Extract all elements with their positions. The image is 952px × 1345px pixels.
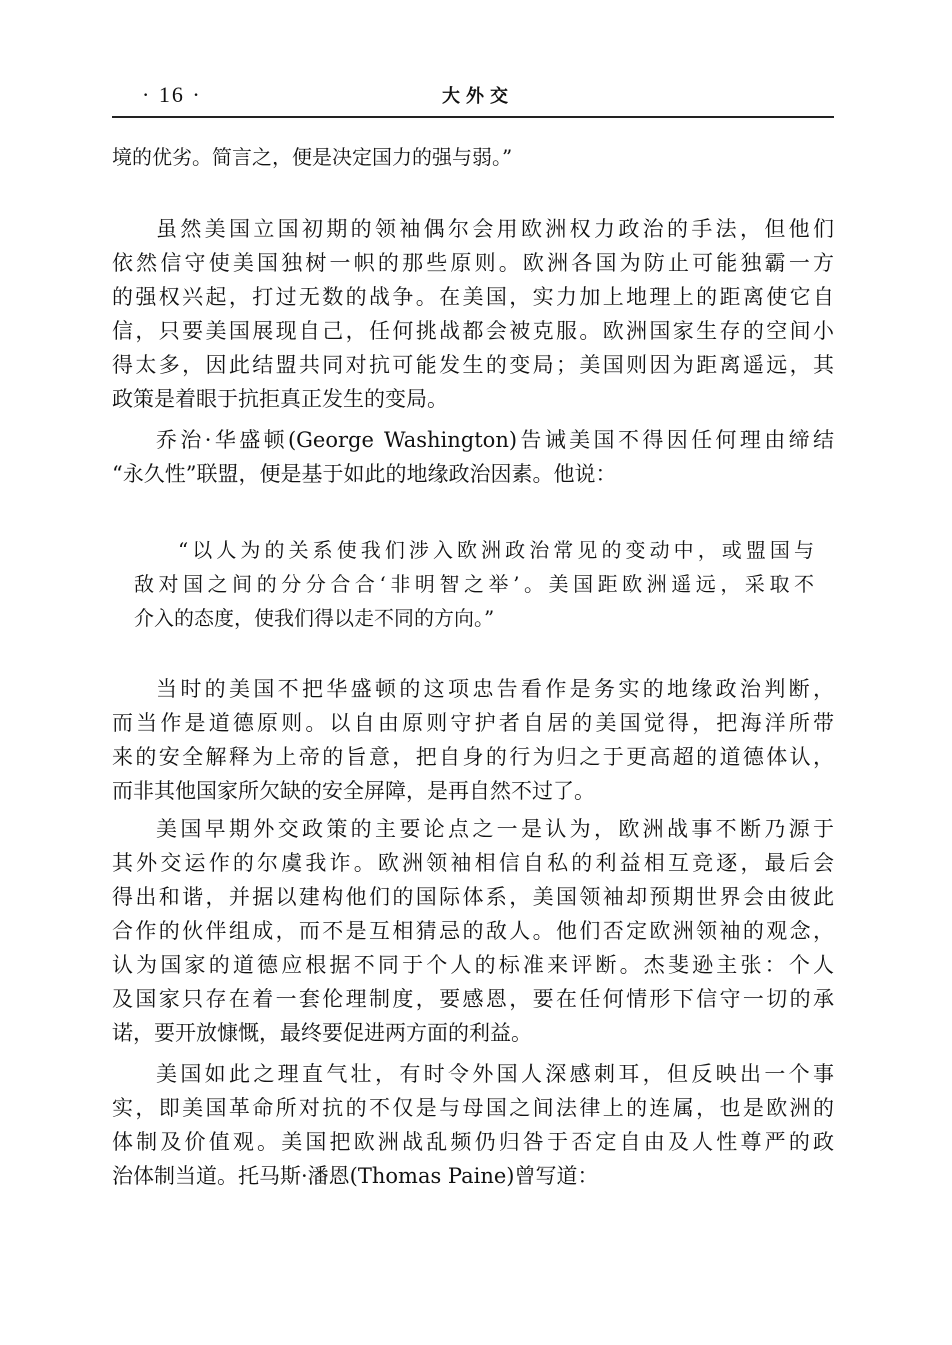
text-line: 乔治·华盛顿(George Washington)告诫美国不得因任何理由缔结: [156, 428, 834, 452]
text-line: 政策是着眼于抗拒真正发生的变局。: [112, 387, 448, 411]
header-rule: [112, 116, 834, 118]
page-header: [112, 80, 834, 110]
text-line: 合作的伙伴组成，而不是互相猜忌的敌人。他们否定欧洲领袖的观念，: [112, 919, 834, 943]
text-line: 治体制当道。托马斯·潘恩(Thomas Paine)曾写道：: [112, 1164, 599, 1188]
text-line: 实，即美国革命所对抗的不仅是与母国之间法律上的连属，也是欧洲的: [112, 1096, 834, 1120]
paragraph: [112, 423, 834, 491]
text-line: 敌对国之间的分分合合‘非明智之举’。美国距欧洲遥远，采取不: [134, 572, 814, 596]
text-line: 来的安全解释为上帝的旨意，把自身的行为归之于更高超的道德体认，: [112, 745, 834, 769]
page-number: · 16 ·: [142, 82, 202, 107]
text-line: 美国如此之理直气壮，有时令外国人深感刺耳，但反映出一个事: [156, 1062, 834, 1086]
text-line: 体制及价值观。美国把欧洲战乱频仍归咎于否定自由及人性尊严的政: [112, 1130, 834, 1154]
text-line: 而非其他国家所欠缺的安全屏障，是再自然不过了。: [112, 779, 595, 803]
block-quote: [134, 533, 814, 635]
text-line: 得太多，因此结盟共同对抗可能发生的变局；美国则因为距离遥远，其: [112, 353, 834, 377]
text-line: 信，只要美国展现自己，任何挑战都会被克服。欧洲国家生存的空间小: [112, 319, 834, 343]
text-line: “永久性”联盟，便是基于如此的地缘政治因素。他说：: [112, 462, 617, 486]
text-line: 境的优劣。简言之，便是决定国力的强与弱。”: [112, 145, 513, 169]
paragraph-continuation: [112, 140, 834, 174]
text-line: 诺，要开放慷慨，最终要促进两方面的利益。: [112, 1021, 532, 1045]
paragraph: [112, 812, 834, 1050]
text-line: 认为国家的道德应根据不同于个人的标准来评断。杰斐逊主张：个人: [112, 953, 834, 977]
text-line: 及国家只存在着一套伦理制度，要感恩，要在任何情形下信守一切的承: [112, 987, 834, 1011]
running-title: 大外交: [442, 86, 514, 107]
paragraph: [112, 1057, 834, 1193]
text-line: 其外交运作的尔虞我诈。欧洲领袖相信自私的利益相互竞逐，最后会: [112, 851, 834, 875]
text-line: 介入的态度，使我们得以走不同的方向。”: [134, 606, 495, 630]
text-line: 的强权兴起，打过无数的战争。在美国，实力加上地理上的距离使它自: [112, 285, 834, 309]
text-line: 美国早期外交政策的主要论点之一是认为，欧洲战事不断乃源于: [156, 817, 834, 841]
text-line: 而当作是道德原则。以自由原则守护者自居的美国觉得，把海洋所带: [112, 711, 834, 735]
text-line: 当时的美国不把华盛顿的这项忠告看作是务实的地缘政治判断，: [156, 677, 834, 701]
text-line: 得出和谐，并据以建构他们的国际体系，美国领袖却预期世界会由彼此: [112, 885, 834, 909]
text-line: 虽然美国立国初期的领袖偶尔会用欧洲权力政治的手法，但他们: [156, 217, 834, 241]
paragraph: [112, 672, 834, 808]
text-line: “以人为的关系使我们涉入欧洲政治常见的变动中，或盟国与: [178, 538, 814, 562]
text-line: 依然信守使美国独树一帜的那些原则。欧洲各国为防止可能独霸一方: [112, 251, 834, 275]
paragraph: [112, 212, 834, 416]
